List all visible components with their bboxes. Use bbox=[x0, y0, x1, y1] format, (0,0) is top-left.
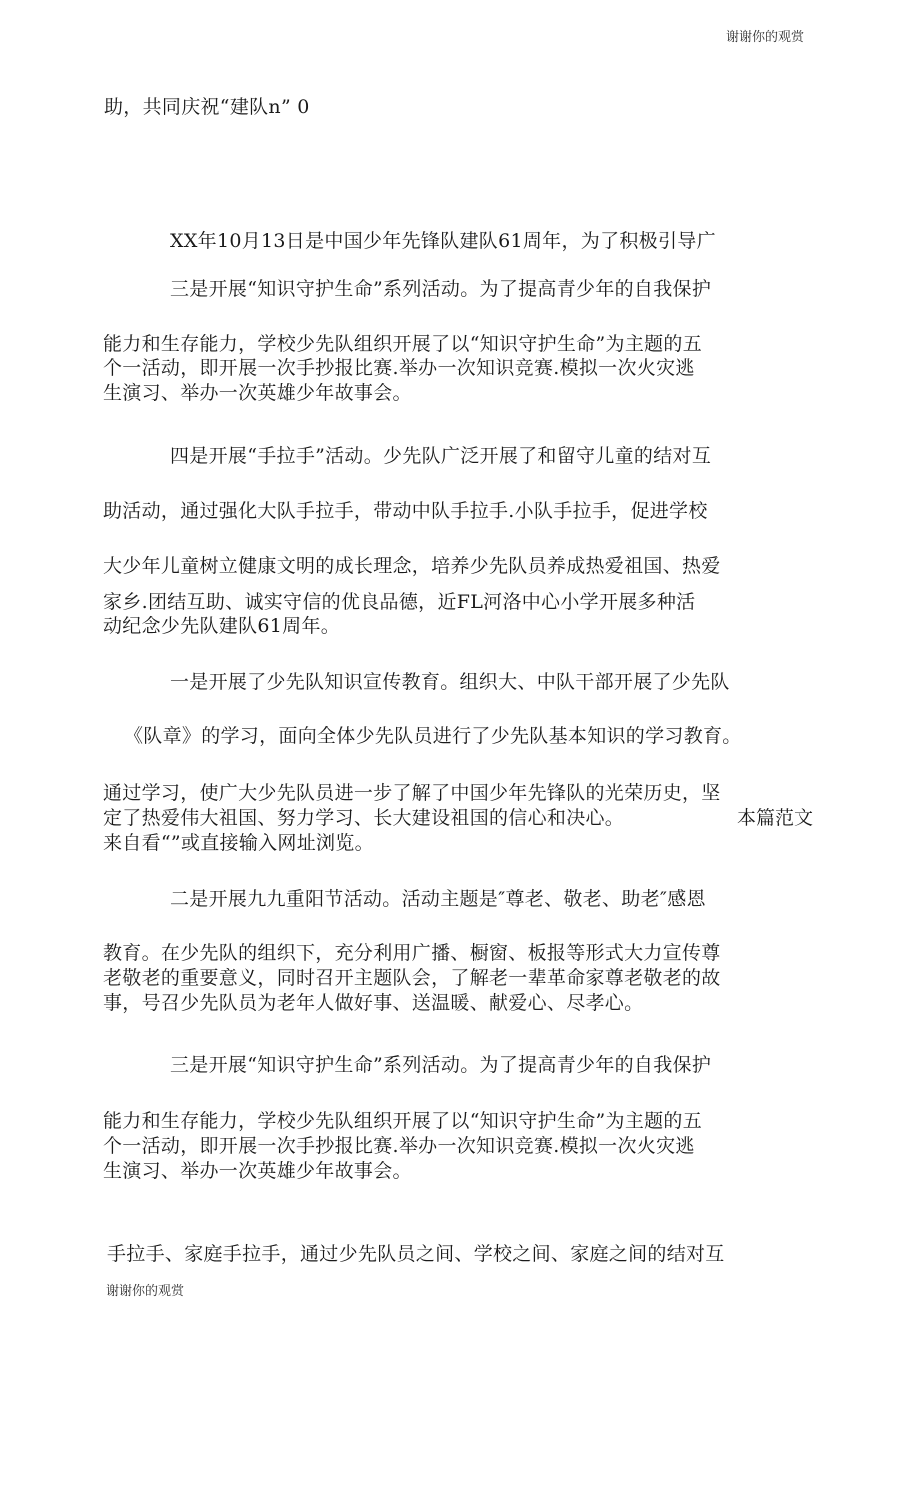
text-line: 三是开展“知识守护生命”系列活动。为了提高青少年的自我保护 bbox=[170, 1054, 712, 1076]
text-line: 个一活动，即开展一次手抄报比赛.举办一次知识竞赛.模拟一次火灾逃 bbox=[103, 357, 695, 379]
text-line: 通过学习，使广大少先队员进一步了解了中国少年先锋队的光荣历史，坚 bbox=[103, 782, 721, 804]
text-line: 三是开展“知识守护生命”系列活动。为了提高青少年的自我保护 bbox=[170, 278, 712, 300]
text-line: 《队章》的学习，面向全体少先队员进行了少先队基本知识的学习教育。 bbox=[124, 725, 742, 747]
text-line: 个一活动，即开展一次手抄报比赛.举办一次知识竞赛.模拟一次火灾逃 bbox=[103, 1135, 695, 1157]
text-line: 来自看“”或直接输入网址浏览。 bbox=[103, 832, 374, 854]
side-note: 本篇范文 bbox=[737, 807, 814, 829]
text-line: 事，号召少先队员为老年人做好事、送温暖、献爱心、尽孝心。 bbox=[103, 992, 644, 1014]
text-line: 手拉手、家庭手拉手，通过少先队员之间、学校之间、家庭之间的结对互 bbox=[107, 1243, 725, 1265]
text-line: 老敬老的重要意义，同时召开主题队会，了解老一辈革命家尊老敬老的故 bbox=[103, 967, 721, 989]
text-line: 生演习、举办一次英雄少年故事会。 bbox=[103, 382, 412, 404]
text-line: XX年10月13日是中国少年先锋队建队61周年，为了积极引导广 bbox=[170, 230, 716, 252]
text-line: 动纪念少先队建队61周年。 bbox=[103, 615, 341, 637]
text-line: 教育。在少先队的组织下，充分利用广播、橱窗、板报等形式大力宣传尊 bbox=[103, 942, 721, 964]
header-watermark: 谢谢你的观赏 bbox=[726, 30, 805, 45]
text-line: 助，共同庆祝“建队n” 0 bbox=[104, 96, 310, 118]
text-line: 能力和生存能力，学校少先队组织开展了以“知识守护生命”为主题的五 bbox=[103, 1110, 703, 1132]
text-line: 家乡.团结互助、诚实守信的优良品德，近FL河洛中心小学开展多种活 bbox=[103, 591, 696, 613]
text-line: 大少年儿童树立健康文明的成长理念，培养少先队员养成热爱祖国、热爱 bbox=[103, 555, 721, 577]
text-line: 能力和生存能力，学校少先队组织开展了以“知识守护生命”为主题的五 bbox=[103, 333, 703, 355]
text-line: 一是开展了少先队知识宣传教育。组织大、中队干部开展了少先队 bbox=[170, 671, 730, 693]
text-line: 生演习、举办一次英雄少年故事会。 bbox=[103, 1160, 412, 1182]
text-line: 定了热爱伟大祖国、努力学习、长大建设祖国的信心和决心。 bbox=[103, 807, 625, 829]
footer-watermark: 谢谢你的观赏 bbox=[106, 1284, 185, 1299]
text-line: 助活动，通过强化大队手拉手，带动中队手拉手.小队手拉手，促进学校 bbox=[103, 500, 708, 522]
text-line: 四是开展“手拉手”活动。少先队广泛开展了和留守儿童的结对互 bbox=[170, 445, 712, 467]
text-line: 二是开展九九重阳节活动。活动主题是″尊老、敬老、助老″感恩 bbox=[170, 888, 706, 910]
